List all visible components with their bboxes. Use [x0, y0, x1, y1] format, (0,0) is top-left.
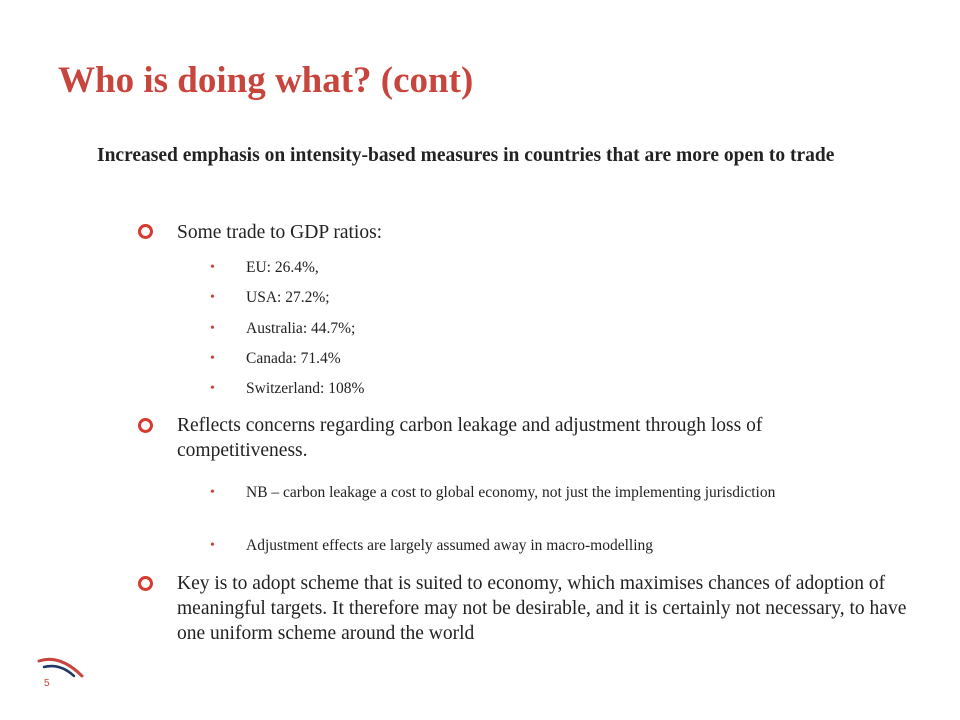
- page-number: 5: [44, 678, 50, 689]
- dot-bullet-icon: •: [210, 260, 215, 275]
- ring-bullet-icon: [138, 576, 153, 591]
- sub-bullet-text: USA: 27.2%;: [246, 289, 330, 306]
- dot-bullet-icon: •: [210, 321, 215, 336]
- sub-bullet-text: EU: 26.4%,: [246, 259, 319, 276]
- page-title: Who is doing what? (cont): [58, 60, 474, 101]
- dot-bullet-icon: •: [210, 351, 215, 366]
- bullet-text: Key is to adopt scheme that is suited to economy, which maximises chances of adoption of meaningful targets. It therefore may not be desirable, and it is certainly not necessary, to have one uniform scheme around the world: [177, 573, 907, 644]
- sub-bullet-text: Adjustment effects are largely assumed away in macro-modelling: [246, 537, 654, 554]
- dot-bullet-icon: •: [210, 538, 215, 553]
- dot-bullet-icon: •: [210, 485, 215, 500]
- sub-bullet-text: Canada: 71.4%: [246, 350, 341, 367]
- sub-bullet-text: NB – carbon leakage a cost to global economy, not just the implementing jurisdiction: [246, 484, 776, 501]
- ring-bullet-icon: [138, 224, 153, 239]
- lead-paragraph: Increased emphasis on intensity-based measures in countries that are more open to trade: [97, 145, 835, 166]
- sub-bullet-text: Switzerland: 108%: [246, 380, 365, 397]
- bullet-text: Some trade to GDP ratios:: [177, 222, 383, 243]
- sub-bullet-text: Australia: 44.7%;: [246, 320, 356, 337]
- dot-bullet-icon: •: [210, 381, 215, 396]
- ring-bullet-icon: [138, 418, 153, 433]
- dot-bullet-icon: •: [210, 290, 215, 305]
- bullet-text: Reflects concerns regarding carbon leakage and adjustment through loss of competitiveness.: [177, 415, 763, 461]
- swoosh-logo-icon: [36, 656, 86, 678]
